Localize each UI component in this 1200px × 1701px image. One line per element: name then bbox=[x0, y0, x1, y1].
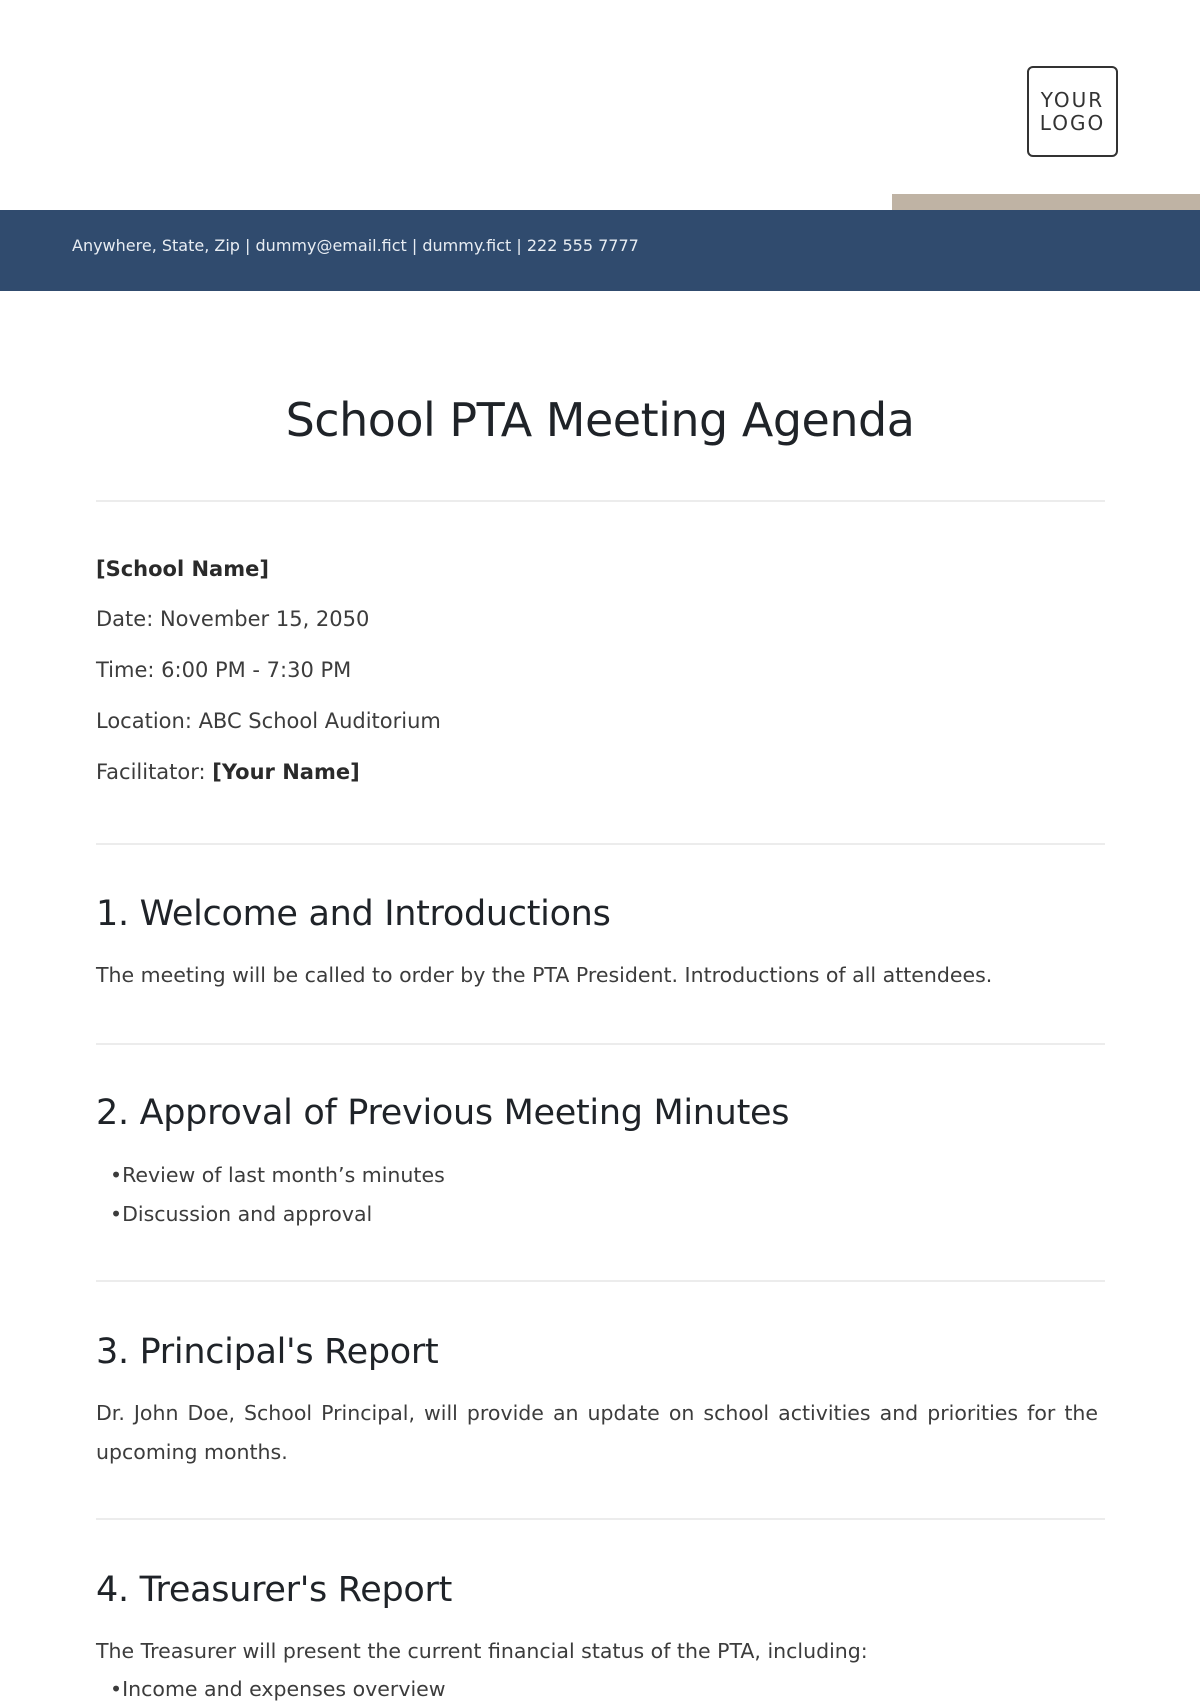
logo-line-1: YOUR bbox=[1040, 87, 1105, 112]
header-accent-bar bbox=[892, 194, 1200, 210]
divider bbox=[96, 1518, 1105, 1520]
document-title: School PTA Meeting Agenda bbox=[285, 393, 915, 447]
section-text: The Treasurer will present the current financial status of the PTA, including: bbox=[96, 1639, 868, 1663]
section-text: The meeting will be called to order by the PTA President. Introductions of all attendees. bbox=[96, 963, 993, 987]
meeting-time: Time: 6:00 PM - 7:30 PM bbox=[96, 658, 352, 682]
school-name: [School Name] bbox=[96, 557, 269, 581]
divider bbox=[96, 500, 1105, 502]
meeting-date: Date: November 15, 2050 bbox=[96, 607, 370, 631]
contact-info: Anywhere, State, Zip | dummy@email.fict | dummy.fict | 222 555 7777 bbox=[72, 236, 639, 255]
section-heading: 2. Approval of Previous Meeting Minutes bbox=[96, 1093, 790, 1133]
logo-placeholder bbox=[1027, 66, 1118, 157]
divider bbox=[96, 1043, 1105, 1045]
logo-line-2: LOGO bbox=[1039, 110, 1106, 135]
section-heading: 1. Welcome and Introductions bbox=[96, 894, 611, 934]
section-text: Dr. John Doe, School Principal, will provide an update on school activities and priorities for the upcoming months. bbox=[96, 1401, 1098, 1464]
list-item: •Income and expenses overview bbox=[110, 1677, 446, 1701]
list-item: •Discussion and approval bbox=[110, 1202, 373, 1226]
divider bbox=[96, 843, 1105, 845]
facilitator-name: [Your Name] bbox=[212, 760, 360, 784]
meeting-facilitator bbox=[96, 760, 360, 784]
divider bbox=[96, 1280, 1105, 1282]
facilitator-label: Facilitator: bbox=[96, 760, 213, 784]
section-heading: 3. Principal's Report bbox=[96, 1332, 439, 1372]
list-item: •Review of last month’s minutes bbox=[110, 1163, 445, 1187]
meeting-location: Location: ABC School Auditorium bbox=[96, 709, 441, 733]
section-heading: 4. Treasurer's Report bbox=[96, 1570, 453, 1610]
